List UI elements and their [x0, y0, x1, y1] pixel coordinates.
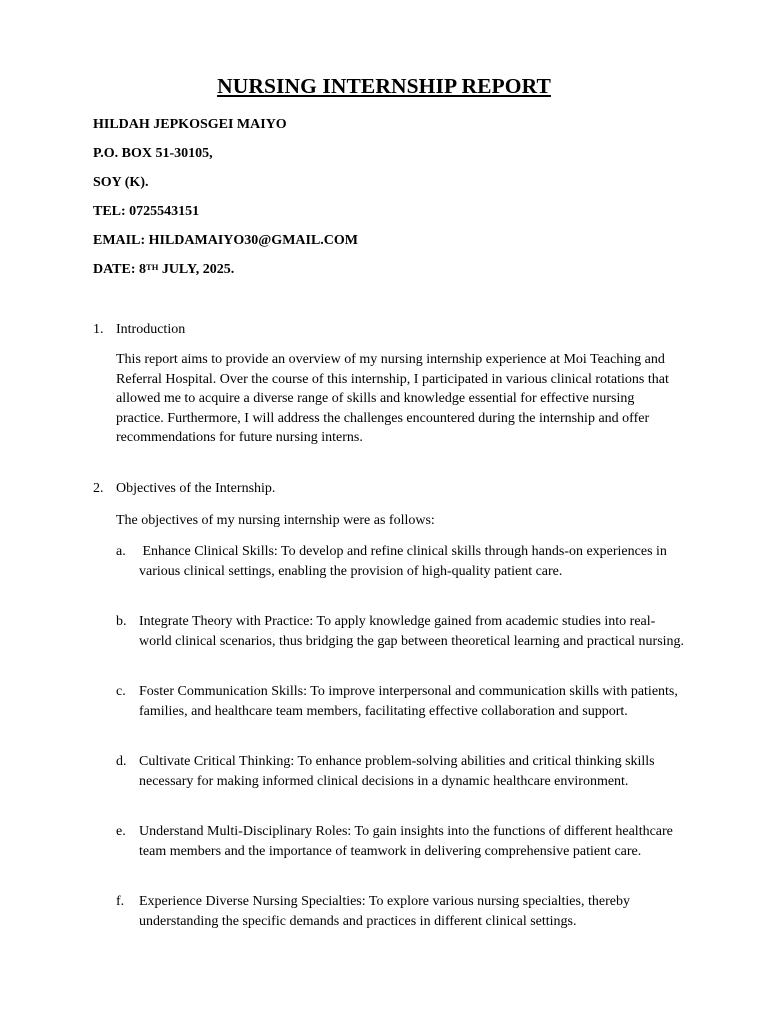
author-tel: TEL: 0725543151 — [93, 204, 200, 219]
objective-text: Integrate Theory with Practice: To apply knowledge gained from academic studies into real-world clinical scenarios, thus bridging the gap between theoretical learning and practical nursing. — [139, 614, 685, 649]
section-objectives-heading — [93, 480, 275, 498]
objective-letter: c. — [116, 684, 126, 699]
objective-text: Understand Multi-Disciplinary Roles: To gain insights into the functions of different healthcare team members and the importance of teamwork in delivering comprehensive patient care. — [139, 824, 673, 859]
objective-item — [116, 892, 686, 931]
section-heading: Objectives of the Internship. — [116, 481, 276, 496]
author-email: EMAIL: HILDAMAIYO30@GMAIL.COM — [93, 233, 359, 248]
objective-item — [116, 682, 686, 721]
date-suffix: JULY, 2025. — [158, 262, 235, 277]
objective-letter: d. — [116, 754, 127, 769]
author-address: P.O. BOX 51-30105, — [93, 146, 213, 161]
section-number: 1. — [93, 322, 104, 337]
objective-item — [116, 542, 686, 581]
author-town: SOY (K). — [93, 175, 149, 190]
introduction-paragraph: This report aims to provide an overview of my nursing internship experience at Moi Teaching and Referral Hospital. Over the course of this internship, I participated in various clinical rotations that allowed me to acquire a diverse range of skills and knowledge essential for effective nursing practice. Furthermore, I will address the challenges encountered during the internship and offer recommendations for future nursing interns. — [116, 352, 669, 446]
section-heading: Introduction — [116, 322, 186, 337]
section-number: 2. — [93, 481, 104, 496]
objective-item — [116, 752, 686, 791]
objective-letter: a. — [116, 544, 126, 559]
objectives-intro-paragraph: The objectives of my nursing internship were as follows: — [116, 513, 435, 528]
section-introduction-heading — [93, 321, 185, 339]
document-title: NURSING INTERNSHIP REPORT — [217, 74, 551, 98]
objective-text: Experience Diverse Nursing Specialties: To explore various nursing specialties, thereby understanding the specific demands and practices in different clinical settings. — [139, 894, 630, 929]
objective-item — [116, 612, 686, 651]
objective-letter: e. — [116, 824, 126, 839]
objective-text: Enhance Clinical Skills: To develop and refine clinical skills through hands-on experiences in various clinical settings, enabling the provision of high-quality patient care. — [139, 544, 671, 579]
objective-letter: f. — [116, 894, 125, 909]
author-name: HILDAH JEPKOSGEI MAIYO — [93, 117, 287, 132]
objective-text: Cultivate Critical Thinking: To enhance problem-solving abilities and critical thinking skills necessary for making informed clinical decisions in a dynamic healthcare environment. — [139, 754, 655, 789]
objective-item — [116, 822, 686, 861]
report-date — [93, 261, 234, 279]
date-superscript: TH — [146, 262, 159, 272]
objective-letter: b. — [116, 614, 127, 629]
objective-text: Foster Communication Skills: To improve interpersonal and communication skills with patients, families, and healthcare team members, facilitating effective collaboration and support. — [139, 684, 678, 719]
date-prefix: DATE: 8 — [93, 262, 147, 277]
